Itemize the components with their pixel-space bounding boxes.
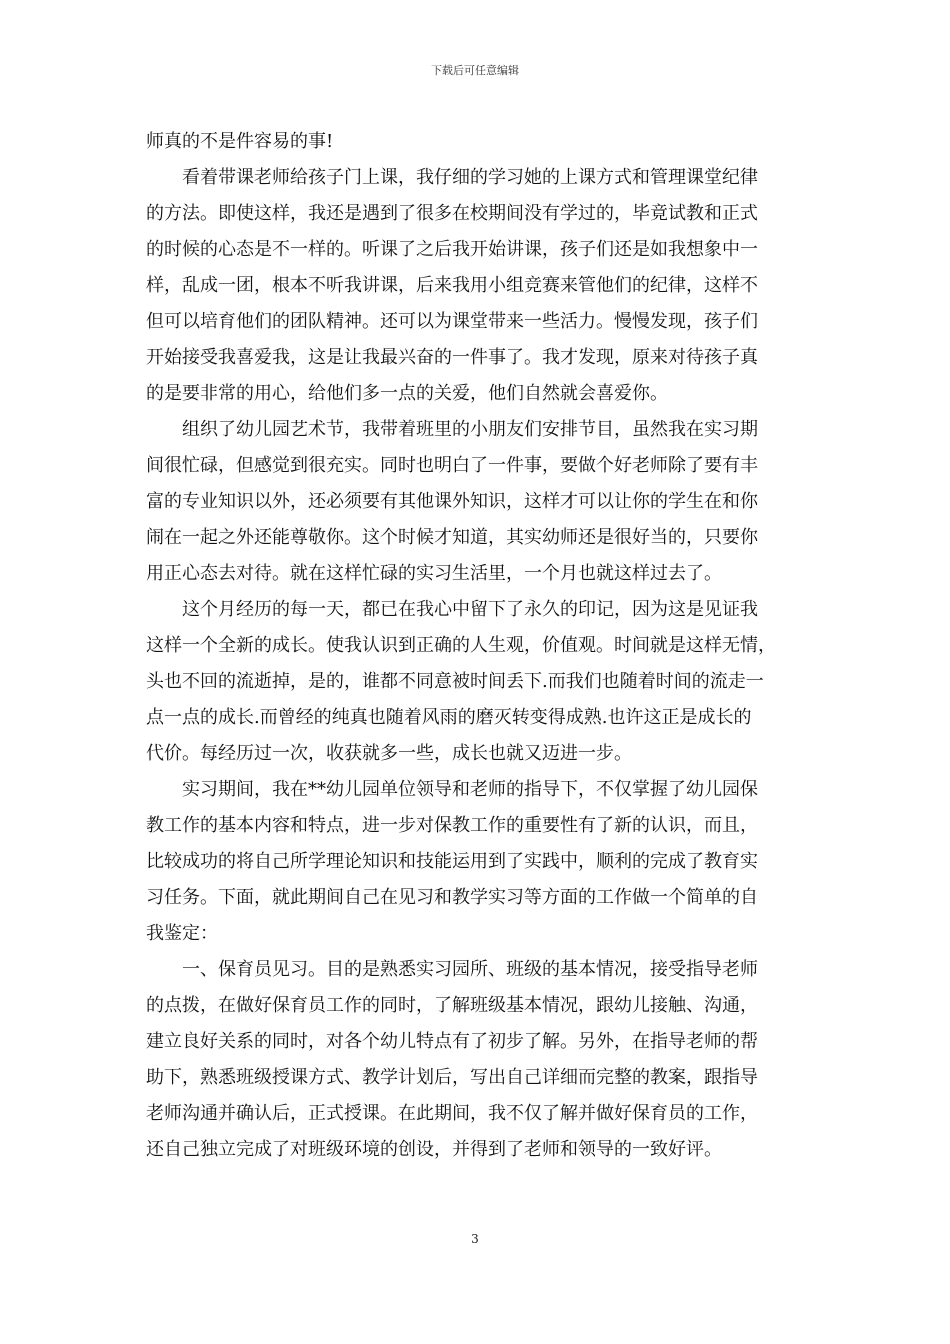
paragraph xyxy=(146,952,808,1168)
text-line: 的方法。即使这样，我还是遇到了很多在校期间没有学过的，毕竟试教和正式 xyxy=(146,203,758,224)
text-line: 用正心态去对待。就在这样忙碌的实习生活里，一个月也就这样过去了。 xyxy=(146,563,722,584)
text-line: 还自己独立完成了对班级环境的创设，并得到了老师和领导的一致好评。 xyxy=(146,1139,722,1160)
text-line: 的点拨，在做好保育员工作的同时，了解班级基本情况，跟幼儿接触、沟通， xyxy=(146,995,758,1016)
text-line: 的是要非常的用心，给他们多一点的关爱，他们自然就会喜爱你。 xyxy=(146,383,668,404)
text-line: 组织了幼儿园艺术节，我带着班里的小朋友们安排节目，虽然我在实习期 xyxy=(182,419,758,440)
text-line: 习任务。下面，就此期间自己在见习和教学实习等方面的工作做一个简单的自 xyxy=(146,887,758,908)
text-line: 看着带课老师给孩子门上课，我仔细的学习她的上课方式和管理课堂纪律 xyxy=(182,167,758,188)
text-line: 点一点的成长.而曾经的纯真也随着风雨的磨灭转变得成熟.也许这正是成长的 xyxy=(146,707,752,728)
text-line: 开始接受我喜爱我，这是让我最兴奋的一件事了。我才发现，原来对待孩子真 xyxy=(146,347,758,368)
page-header: 下载后可任意编辑 xyxy=(431,64,519,77)
text-line: 教工作的基本内容和特点，进一步对保教工作的重要性有了新的认识，而且， xyxy=(146,815,758,836)
text-line: 间很忙碌，但感觉到很充实。同时也明白了一件事，要做个好老师除了要有丰 xyxy=(146,455,758,476)
document-body xyxy=(146,124,808,1168)
text-line: 这个月经历的每一天，都已在我心中留下了永久的印记，因为这是见证我 xyxy=(182,599,758,620)
page-number: 3 xyxy=(471,1232,479,1246)
text-line: 我鉴定： xyxy=(146,923,218,944)
text-line: 闹在一起之外还能尊敬你。这个时候才知道，其实幼师还是很好当的，只要你 xyxy=(146,527,758,548)
paragraph xyxy=(146,160,808,412)
text-line: 这样一个全新的成长。使我认识到正确的人生观，价值观。时间就是这样无情， xyxy=(146,635,776,656)
paragraph xyxy=(146,412,808,592)
text-line: 实习期间，我在**幼儿园单位领导和老师的指导下，不仅掌握了幼儿园保 xyxy=(182,779,758,800)
text-line: 样，乱成一团，根本不听我讲课，后来我用小组竞赛来管他们的纪律，这样不 xyxy=(146,275,758,296)
text-line: 但可以培育他们的团队精神。还可以为课堂带来一些活力。慢慢发现，孩子们 xyxy=(146,311,758,332)
text-line: 富的专业知识以外，还必须要有其他课外知识，这样才可以让你的学生在和你 xyxy=(146,491,758,512)
text-line: 代价。每经历过一次，收获就多一些，成长也就又迈进一步。 xyxy=(146,743,632,764)
text-line: 一、保育员见习。目的是熟悉实习园所、班级的基本情况，接受指导老师 xyxy=(182,959,758,980)
text-line: 建立良好关系的同时，对各个幼儿特点有了初步了解。另外，在指导老师的帮 xyxy=(146,1031,758,1052)
text-line: 比较成功的将自己所学理论知识和技能运用到了实践中，顺利的完成了教育实 xyxy=(146,851,758,872)
paragraph xyxy=(146,772,808,952)
text-line: 头也不回的流逝掉，是的，谁都不同意被时间丢下.而我们也随着时间的流走一 xyxy=(146,671,764,692)
paragraph xyxy=(146,592,808,772)
paragraph xyxy=(146,124,808,160)
text-line: 助下，熟悉班级授课方式、教学计划后，写出自己详细而完整的教案，跟指导 xyxy=(146,1067,758,1088)
text-line: 老师沟通并确认后，正式授课。在此期间，我不仅了解并做好保育员的工作， xyxy=(146,1103,758,1124)
text-line: 的时候的心态是不一样的。听课了之后我开始讲课，孩子们还是如我想象中一 xyxy=(146,239,758,260)
text-line: 师真的不是件容易的事! xyxy=(146,131,334,152)
